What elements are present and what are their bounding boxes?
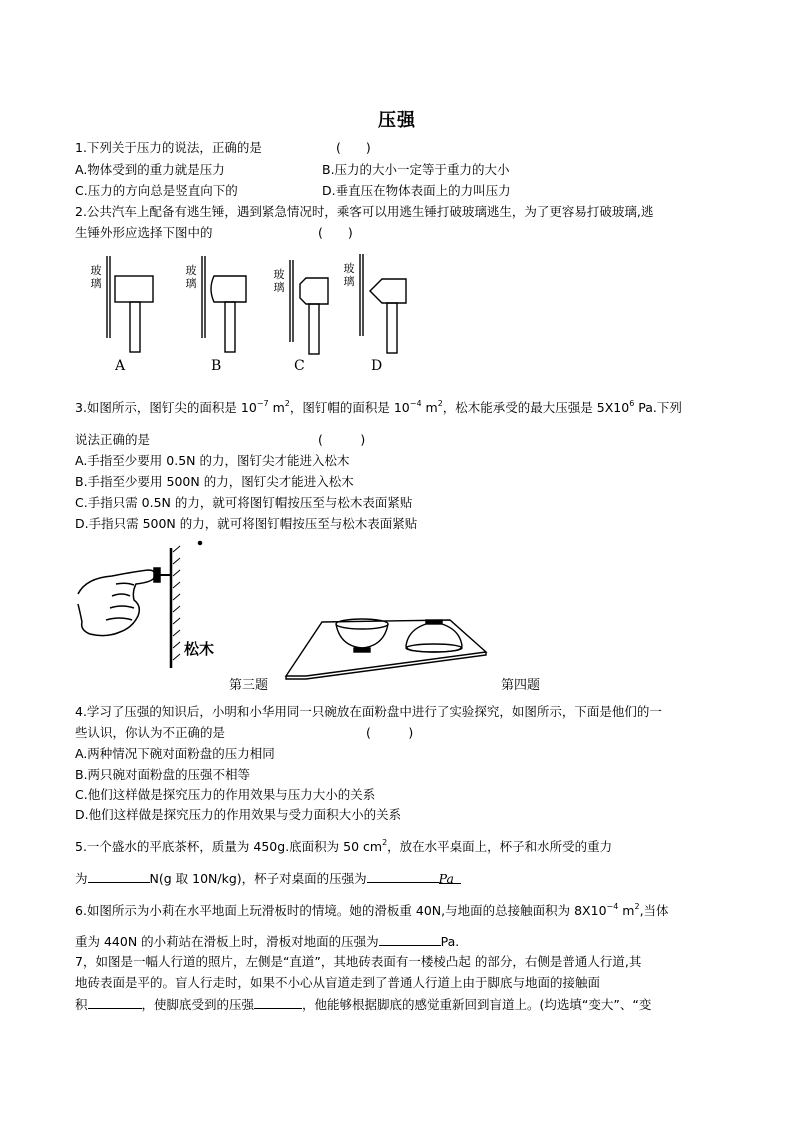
q3-line-2: 说法正确的是 bbox=[75, 432, 151, 447]
q1-option-b: B.压力的大小一定等于重力的大小 bbox=[322, 162, 510, 177]
q3-square-2: 2 bbox=[437, 399, 443, 408]
q3-exponent-1: −7 bbox=[256, 399, 269, 408]
caption-question-3: 第三题 bbox=[229, 678, 269, 693]
q2-line-1: 2.公共汽车上配备有逃生锤，遇到紧急情况时，乘客可以用逃生锤打破玻璃逃生，为了更容易打破玻璃,逃 bbox=[75, 204, 654, 219]
q6-blank-pressure[interactable] bbox=[379, 932, 441, 946]
q3-paren: ( ) bbox=[318, 432, 366, 447]
q3-exponent-2: −4 bbox=[409, 399, 422, 408]
hammer-c-icon bbox=[290, 260, 328, 354]
hammer-label-c: C bbox=[294, 358, 305, 374]
hammer-label-d: D bbox=[371, 358, 383, 374]
q6-line-1 bbox=[75, 902, 669, 920]
q4-paren: ( ) bbox=[366, 725, 414, 740]
q6-text-c: ,当体 bbox=[639, 903, 669, 918]
glass-label-b: 玻璃 bbox=[185, 264, 197, 290]
q1-stem-line bbox=[75, 139, 262, 157]
q6-text-b: m bbox=[618, 903, 635, 918]
q7-text-a: 积 bbox=[75, 997, 88, 1012]
q5-line-2 bbox=[75, 869, 461, 888]
q3-option-a: A.手指至少要用 0.5N 的力，图钉尖才能进入松木 bbox=[75, 453, 350, 468]
q6-line-2 bbox=[75, 932, 459, 951]
q5-unit: Pa bbox=[439, 870, 461, 884]
q5-square: 2 bbox=[382, 838, 388, 847]
q6-square: 2 bbox=[634, 902, 640, 911]
q1-option-d: D.垂直压在物体表面上的力叫压力 bbox=[322, 183, 511, 198]
bowls-figure bbox=[282, 600, 492, 680]
q6-exponent: −4 bbox=[606, 902, 619, 911]
q5-blank-pressure[interactable] bbox=[367, 869, 439, 883]
q5-text-a: 5.一个盛水的平底茶杯，质量为 450g.底面积为 50 cm bbox=[75, 839, 383, 854]
q4-line-2: 些认识，你认为不正确的是 bbox=[75, 725, 226, 740]
pine-wood-label: 松木 bbox=[184, 640, 215, 658]
q1-option-a: A.物体受到的重力就是压力 bbox=[75, 162, 225, 177]
q3-square-1: 2 bbox=[284, 399, 290, 408]
hammer-a-icon bbox=[107, 256, 153, 352]
q7-text-c: ，他能够根据脚底的感觉重新回到盲道上。(均选填“变大”、“变 bbox=[302, 997, 652, 1012]
q3-option-d: D.手指只需 500N 的力，就可将图钉帽按压至与松木表面紧贴 bbox=[75, 516, 418, 531]
q4-option-b: B.两只碗对面粉盘的压强不相等 bbox=[75, 767, 251, 782]
q7-line-3 bbox=[75, 995, 651, 1014]
q4-line-1: 4.学习了压强的知识后，小明和小华用同一只碗放在面粉盘中进行了实验探究，如图所示，下面是他们的一 bbox=[75, 704, 662, 719]
q5-text-d: N(g 取 10N/kg)，杯子对桌面的压强为 bbox=[149, 871, 367, 886]
q3-text-b: m bbox=[268, 400, 285, 415]
hammer-figure bbox=[80, 246, 440, 378]
hammer-label-b: B bbox=[211, 358, 222, 374]
q3-text-d: m bbox=[421, 400, 438, 415]
q6-text-a: 6.如图所示为小莉在水平地面上玩滑板时的情境。她的滑板重 40N,与地面的总接触面积为 8X10 bbox=[75, 903, 607, 918]
q5-text-b: ，放在水平桌面上，杯子和水所受的重力 bbox=[387, 839, 613, 854]
glass-label-c: 玻璃 bbox=[273, 268, 285, 294]
hammer-b-icon bbox=[202, 256, 246, 352]
q5-blank-gravity[interactable] bbox=[88, 869, 150, 883]
q6-text-e: Pa. bbox=[440, 934, 460, 949]
q3-text-c: ，图钉帽的面积是 10 bbox=[289, 400, 410, 415]
q3-text-a: 3.如图所示，图钉尖的面积是 10 bbox=[75, 400, 257, 415]
q1-stem: 1.下列关于压力的说法，正确的是 bbox=[75, 140, 262, 155]
q5-text-c: 为 bbox=[75, 871, 88, 886]
hammer-label-a: A bbox=[115, 358, 126, 374]
q2-paren: ( ) bbox=[318, 225, 353, 240]
q3-text-f: Pa.下列 bbox=[634, 400, 682, 415]
q7-text-b: ，使脚底受到的压强 bbox=[141, 997, 255, 1012]
glass-label-d: 玻璃 bbox=[343, 262, 355, 288]
q3-option-c: C.手指只需 0.5N 的力，就可将图钉帽按压至与松木表面紧贴 bbox=[75, 495, 413, 510]
q1-paren: ( ) bbox=[336, 140, 371, 155]
glass-label-a: 玻璃 bbox=[90, 264, 102, 290]
q3-exponent-3: 6 bbox=[629, 399, 635, 408]
q5-line-1 bbox=[75, 838, 612, 856]
q4-option-a: A.两种情况下碗对面粉盘的压力相同 bbox=[75, 746, 275, 761]
q4-option-d: D.他们这样做是探究压力的作用效果与受力面积大小的关系 bbox=[75, 807, 402, 822]
q7-line-2: 地砖表面是平的。盲人行走时，如果不小心从盲道走到了普通人行道上由于脚底与地面的接触面 bbox=[75, 975, 601, 990]
q4-option-c: C.他们这样做是探究压力的作用效果与压力大小的关系 bbox=[75, 787, 376, 802]
page-title: 压强 bbox=[378, 110, 416, 131]
q6-text-d: 重为 440N 的小莉站在滑板上时，滑板对地面的压强为 bbox=[75, 934, 379, 949]
q3-line-1 bbox=[75, 399, 682, 417]
q7-blank-area[interactable] bbox=[88, 995, 142, 1009]
q2-line-2: 生锤外形应选择下图中的 bbox=[75, 225, 213, 240]
caption-question-4: 第四题 bbox=[501, 678, 541, 693]
q7-line-1: 7，如图是一幅人行道的照片，左侧是“直道”，其地砖表面有一楼棱凸起 的部分，右侧是普通人行道,其 bbox=[75, 954, 642, 969]
q1-option-c: C.压力的方向总是竖直向下的 bbox=[75, 183, 238, 198]
q3-text-e: ，松木能承受的最大压强是 5X10 bbox=[442, 400, 630, 415]
q7-blank-pressure[interactable] bbox=[254, 995, 302, 1009]
hammer-d-icon bbox=[360, 254, 406, 353]
q3-option-b: B.手指至少要用 500N 的力，图钉尖才能进入松木 bbox=[75, 474, 354, 489]
